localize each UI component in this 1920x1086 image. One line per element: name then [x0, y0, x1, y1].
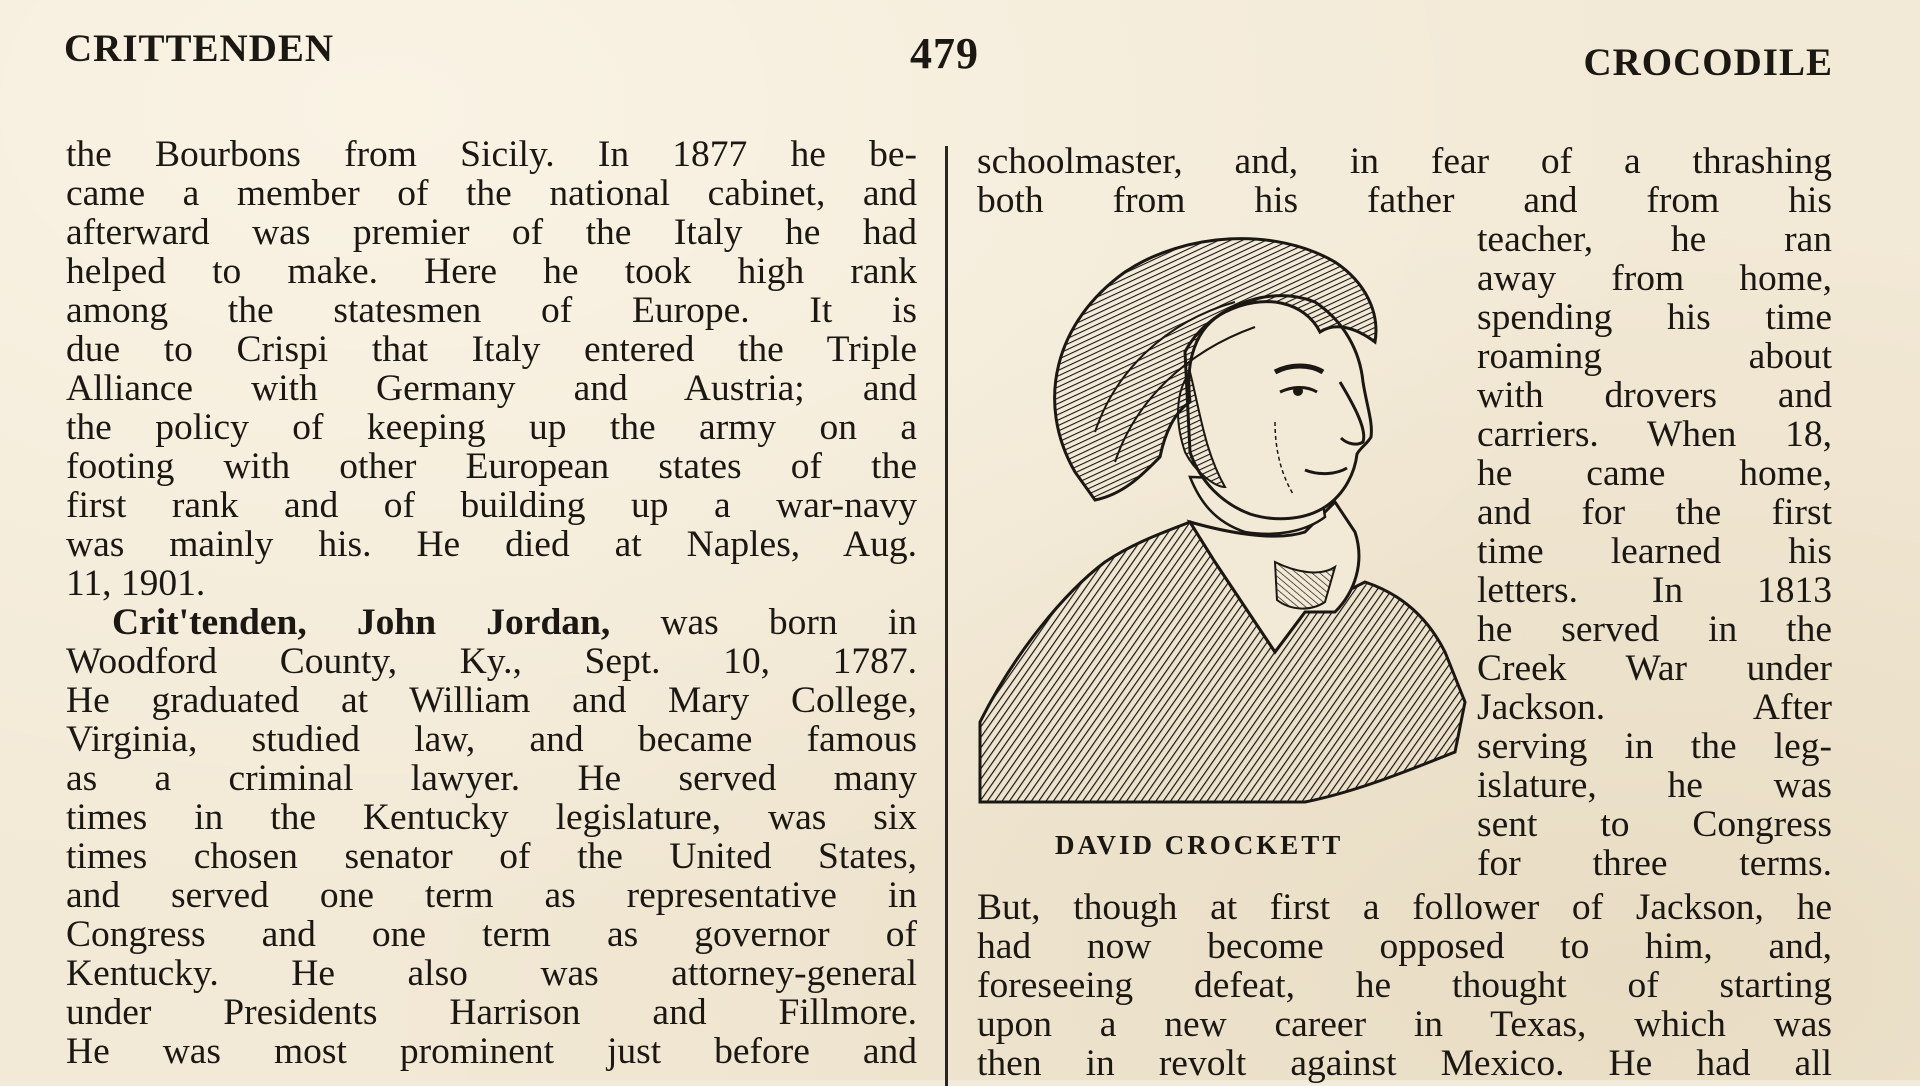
text-line: roaming about — [1477, 336, 1832, 377]
text-line: then in revolt against Mexico. He had all — [977, 1043, 1832, 1084]
text-line: and served one term as representative in — [66, 875, 917, 916]
text-line: came a member of the national cabinet, and — [66, 173, 917, 214]
text-line: upon a new career in Texas, which was — [977, 1004, 1832, 1045]
page-number: 479 — [910, 29, 979, 78]
text-line: teacher, he ran — [1477, 219, 1832, 260]
text-line: Virginia, studied law, and became famous — [66, 719, 917, 760]
text-line: spending his time — [1477, 297, 1832, 338]
entry-first-line-rest: was born in — [610, 602, 917, 643]
right-column-wrap — [1477, 220, 1832, 883]
text-line: letters. In 1813 — [1477, 570, 1832, 611]
portrait-illustration — [975, 232, 1475, 812]
text-line: had now become opposed to him, and, — [977, 926, 1832, 967]
text-line: foreseeing defeat, he thought of starting — [977, 965, 1832, 1006]
text-line: first rank and of building up a war-navy — [66, 485, 917, 526]
text-line: But, though at first a follower of Jackson, he — [977, 887, 1832, 928]
right-column-bottom — [977, 888, 1832, 1083]
text-line: times in the Kentucky legislature, was six — [66, 797, 917, 838]
text-line: helped to make. Here he took high rank — [66, 251, 917, 292]
text-line: he came home, — [1477, 453, 1832, 494]
text-line: time learned his — [1477, 531, 1832, 572]
text-line: was mainly his. He died at Naples, Aug. — [66, 524, 917, 565]
text-line: and for the first — [1477, 492, 1832, 533]
entry-first-line — [66, 603, 917, 642]
text-line: for three terms. — [1477, 843, 1832, 884]
text-line: afterward was premier of the Italy he had — [66, 212, 917, 253]
text-line: Jackson. After — [1477, 687, 1832, 728]
text-line: times chosen senator of the United States, — [66, 836, 917, 877]
text-line: the policy of keeping up the army on a — [66, 407, 917, 448]
text-line: Congress and one term as governor of — [66, 914, 917, 955]
column-divider — [945, 146, 948, 1086]
text-line: under Presidents Harrison and Fillmore. — [66, 992, 917, 1033]
text-line: due to Crispi that Italy entered the Triple — [66, 329, 917, 370]
text-line: Creek War under — [1477, 648, 1832, 689]
text-line: among the statesmen of Europe. It is — [66, 290, 917, 331]
right-column-top — [977, 142, 1832, 220]
figure-caption: DAVID CROCKETT — [1055, 830, 1344, 860]
text-line: carriers. When 18, — [1477, 414, 1832, 455]
text-line: with drovers and — [1477, 375, 1832, 416]
text-line: He was most prominent just before and — [66, 1031, 917, 1072]
text-line: schoolmaster, and, in fear of a thrashing — [977, 141, 1832, 182]
text-line: as a criminal lawyer. He served many — [66, 758, 917, 799]
running-head-right: CROCODILE — [1583, 41, 1833, 84]
text-line: footing with other European states of the — [66, 446, 917, 487]
running-head-left: CRITTENDEN — [64, 27, 335, 70]
text-line: He graduated at William and Mary College, — [66, 680, 917, 721]
text-line: Woodford County, Ky., Sept. 10, 1787. — [66, 641, 917, 682]
text-line: islature, he was — [1477, 765, 1832, 806]
text-line: both from his father and from his — [977, 180, 1832, 221]
text-line: 11, 1901. — [66, 563, 206, 604]
text-line: Alliance with Germany and Austria; and — [66, 368, 917, 409]
text-line: the Bourbons from Sicily. In 1877 he be- — [66, 134, 917, 175]
text-line: away from home, — [1477, 258, 1832, 299]
text-line: serving in the leg- — [1477, 726, 1832, 767]
text-line: Kentucky. He also was attorney-general — [66, 953, 917, 994]
text-line: sent to Congress — [1477, 804, 1832, 845]
text-line: he served in the — [1477, 609, 1832, 650]
left-column — [66, 135, 917, 1071]
entry-title: Crit'tenden, John Jordan, — [112, 602, 611, 643]
